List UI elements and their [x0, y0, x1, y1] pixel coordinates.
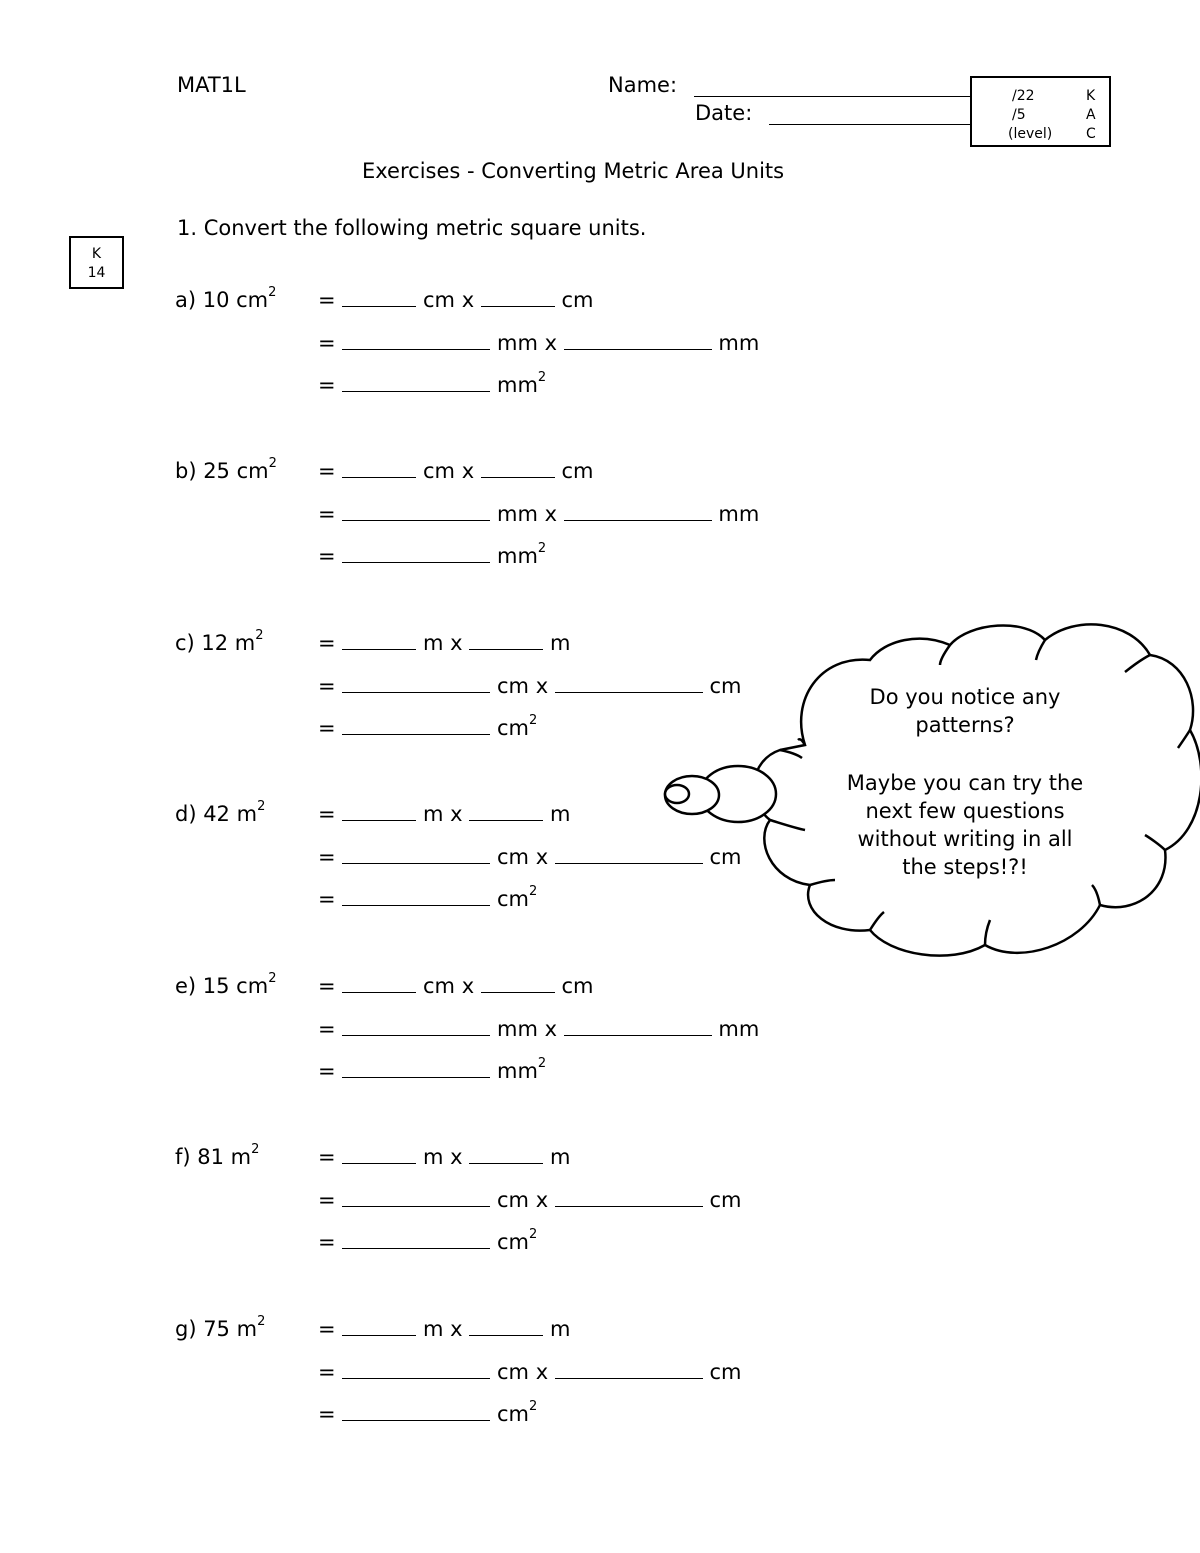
equals-sign: = [318, 459, 336, 483]
unit-label: m [549, 1317, 571, 1341]
times-sign: x [544, 1017, 558, 1041]
unit-label: mm [496, 331, 538, 355]
equals-sign: = [318, 1230, 336, 1254]
equals-sign: = [318, 887, 336, 911]
bubble-line-5: without writing in all [857, 827, 1073, 851]
times-sign: x [450, 1317, 463, 1341]
equals-sign: = [318, 1317, 336, 1341]
times-sign: x [535, 845, 549, 869]
times-sign: x [535, 1188, 549, 1212]
equals-sign: = [318, 674, 336, 698]
equals-sign: = [318, 845, 336, 869]
unit-label: m [422, 631, 444, 655]
unit-label: m [549, 802, 571, 826]
unit-label: mm [496, 544, 538, 568]
unit-label: mm [496, 373, 538, 397]
question-value: b) 25 cm [175, 459, 269, 483]
unit-label: m [549, 631, 571, 655]
exponent: 2 [537, 541, 547, 556]
times-sign: x [544, 502, 558, 526]
unit-label: cm [709, 1188, 742, 1212]
unit-label: mm [718, 1017, 760, 1041]
page-title: Exercises - Converting Metric Area Units [362, 159, 785, 183]
question-value: f) 81 m [175, 1145, 252, 1169]
course-code: MAT1L [177, 73, 246, 97]
unit-label: cm [561, 288, 594, 312]
unit-label: m [422, 1145, 444, 1169]
bubble-line-2: patterns? [915, 713, 1015, 737]
unit-label: mm [718, 502, 760, 526]
equals-sign: = [318, 544, 336, 568]
times-sign: x [535, 1360, 549, 1384]
score-k-value: /22 [1012, 88, 1035, 104]
unit-label: cm [496, 887, 529, 911]
equals-sign: = [318, 1059, 336, 1083]
exponent: 2 [257, 1314, 266, 1329]
exponent: 2 [529, 1227, 538, 1242]
times-sign: x [461, 288, 475, 312]
unit-label: cm [422, 459, 455, 483]
unit-label: cm [496, 1402, 529, 1426]
question-value: e) 15 cm [175, 974, 269, 998]
date-label: Date: [695, 101, 753, 125]
equals-sign: = [318, 974, 336, 998]
unit-label: cm [422, 288, 455, 312]
score-k-label: K [1086, 88, 1096, 104]
unit-label: cm [496, 1360, 529, 1384]
exponent: 2 [537, 370, 547, 385]
unit-label: cm [422, 974, 455, 998]
equals-sign: = [318, 1145, 336, 1169]
times-sign: x [535, 674, 549, 698]
question-value: c) 12 m [175, 631, 256, 655]
exponent: 2 [257, 799, 266, 814]
score-c-value: (level) [1008, 126, 1053, 142]
equals-sign: = [318, 502, 336, 526]
unit-label: cm [709, 1360, 742, 1384]
unit-label: cm [496, 674, 529, 698]
unit-label: cm [709, 845, 742, 869]
question-value: a) 10 cm [175, 288, 269, 312]
exponent: 2 [529, 1399, 538, 1414]
exponent: 2 [529, 713, 538, 728]
score-c-label: C [1086, 126, 1096, 142]
equals-sign: = [318, 288, 336, 312]
thought-bubble-text [820, 683, 1110, 881]
k-mark-label: K [91, 246, 102, 262]
unit-label: cm [496, 1188, 529, 1212]
times-sign: x [450, 802, 463, 826]
times-sign: x [461, 974, 475, 998]
score-a-label: A [1086, 107, 1096, 123]
unit-label: cm [496, 845, 529, 869]
equals-sign: = [318, 1188, 336, 1212]
instruction: 1. Convert the following metric square units. [177, 216, 647, 240]
equals-sign: = [318, 631, 336, 655]
times-sign: x [544, 331, 558, 355]
bubble-line-4: next few questions [865, 799, 1065, 823]
exponent: 2 [529, 884, 538, 899]
unit-label: mm [718, 331, 760, 355]
times-sign: x [450, 1145, 463, 1169]
unit-label: mm [496, 1059, 538, 1083]
times-sign: x [450, 631, 463, 655]
exponent: 2 [255, 628, 264, 643]
equals-sign: = [318, 1360, 336, 1384]
bubble-line-6: the steps!?! [902, 855, 1028, 879]
unit-label: m [549, 1145, 571, 1169]
unit-label: mm [496, 502, 538, 526]
unit-label: cm [496, 1230, 529, 1254]
unit-label: m [422, 1317, 444, 1341]
unit-label: mm [496, 1017, 538, 1041]
unit-label: m [422, 802, 444, 826]
equals-sign: = [318, 802, 336, 826]
times-sign: x [461, 459, 475, 483]
equals-sign: = [318, 716, 336, 740]
equals-sign: = [318, 331, 336, 355]
bubble-line-3: Maybe you can try the [846, 771, 1084, 795]
unit-label: cm [496, 716, 529, 740]
equals-sign: = [318, 373, 336, 397]
bubble-line-1: Do you notice any [869, 685, 1061, 709]
exponent: 2 [537, 1056, 547, 1071]
name-label: Name: [608, 73, 678, 97]
unit-label: cm [561, 974, 594, 998]
equals-sign: = [318, 1017, 336, 1041]
exponent: 2 [268, 285, 277, 300]
exponent: 2 [268, 456, 277, 471]
k-mark-value: 14 [87, 265, 106, 281]
score-a-value: /5 [1012, 107, 1026, 123]
question-value: g) 75 m [175, 1317, 258, 1341]
exponent: 2 [251, 1142, 260, 1157]
question-value: d) 42 m [175, 802, 258, 826]
unit-label: cm [709, 674, 742, 698]
equals-sign: = [318, 1402, 336, 1426]
exponent: 2 [268, 971, 277, 986]
unit-label: cm [561, 459, 594, 483]
